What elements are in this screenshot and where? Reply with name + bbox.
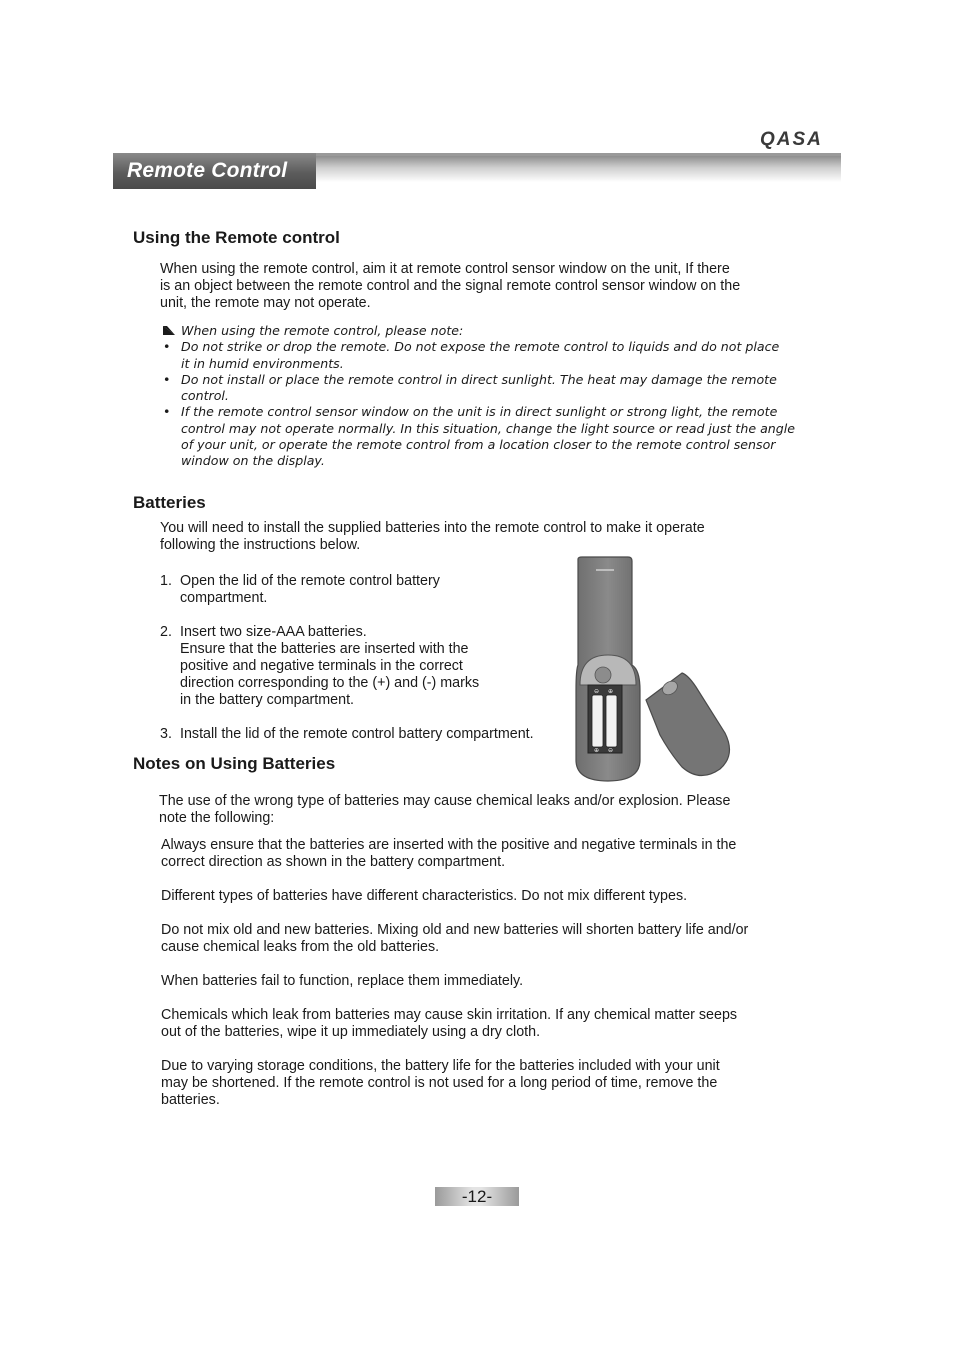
- svg-text:⊕: ⊕: [594, 747, 600, 754]
- text-line: When using the remote control, aim it at remote control sensor window on the unit, If there: [160, 261, 730, 277]
- note-item: [163, 339, 823, 372]
- step-item: [160, 726, 560, 743]
- text-line: Ensure that the batteries are inserted with the: [180, 641, 469, 657]
- text-line: positive and negative terminals in the correct: [180, 658, 463, 674]
- brand-logo: QASA: [760, 129, 823, 150]
- text-line: Insert two size-AAA batteries.: [180, 624, 367, 640]
- text-line: Open the lid of the remote control battery: [180, 573, 440, 589]
- svg-text:⊖: ⊖: [608, 747, 614, 754]
- text-line: may be shortened. If the remote control is not used for a long period of time, remove the: [161, 1075, 718, 1091]
- note-arrow-icon: [163, 323, 177, 335]
- text-line: control may not operate normally. In this situation, change the light source or read just the angle: [181, 420, 796, 436]
- note-item: [163, 372, 823, 405]
- note-paragraph: [161, 973, 841, 990]
- note-paragraph: [161, 922, 841, 956]
- bullet-icon: •: [163, 404, 171, 420]
- text-line: out of the batteries, wipe it up immediately using a dry cloth.: [161, 1024, 541, 1040]
- svg-text:⊖: ⊖: [594, 688, 600, 695]
- text-line: When batteries fail to function, replace them immediately.: [161, 973, 524, 989]
- text-line: direction corresponding to the (+) and (-) marks: [180, 675, 480, 691]
- heading-using-remote: Using the Remote control: [133, 228, 340, 247]
- text-line: Different types of batteries have different characteristics. Do not mix different types.: [161, 888, 688, 904]
- page-title: Remote Control: [127, 159, 288, 182]
- page-number: -12-: [461, 1187, 493, 1206]
- heading-batteries: Batteries: [133, 493, 206, 512]
- note-paragraph: [161, 1058, 841, 1109]
- page-number-bar: [435, 1187, 519, 1206]
- text-line: If the remote control sensor window on the unit is in direct sunlight or strong light, the remote: [181, 404, 778, 420]
- text-line: in the battery compartment.: [180, 692, 355, 708]
- text-line: compartment.: [180, 590, 268, 606]
- section-header-bar: [113, 153, 841, 189]
- notes-intro: [159, 793, 839, 827]
- using-remote-paragraph: [160, 261, 840, 312]
- battery-steps: [160, 573, 560, 743]
- text-line: Do not mix old and new batteries. Mixing old and new batteries will shorten battery life and/or: [161, 922, 749, 938]
- step-number: 3.: [160, 726, 172, 742]
- note-intro-text: When using the remote control, please note:: [181, 323, 464, 338]
- text-line: window on the display.: [181, 453, 325, 469]
- step-number: 2.: [160, 624, 172, 640]
- text-line: correct direction as shown in the battery compartment.: [161, 854, 506, 870]
- text-line: cause chemical leaks from the old batteries.: [161, 939, 440, 955]
- text-line: Always ensure that the batteries are inserted with the positive and negative terminals in the: [161, 837, 737, 853]
- step-number: 1.: [160, 573, 172, 589]
- text-line: is an object between the remote control and the signal remote control sensor window on the: [160, 278, 741, 294]
- text-line: The use of the wrong type of batteries may cause chemical leaks and/or explosion. Please: [159, 793, 731, 809]
- text-line: of your unit, or operate the remote control from a location closer to the remote control sensor: [181, 437, 776, 453]
- text-line: it in humid environments.: [181, 355, 344, 371]
- remote-battery-illustration: [570, 555, 735, 785]
- bullet-icon: •: [163, 371, 171, 387]
- text-line: Install the lid of the remote control battery compartment.: [180, 726, 534, 742]
- text-line: following the instructions below.: [160, 537, 361, 553]
- header-tab: [113, 153, 316, 189]
- note-paragraph: [161, 888, 841, 905]
- svg-text:⊕: ⊕: [608, 688, 614, 695]
- step-item: [160, 573, 560, 607]
- note-intro: [163, 323, 823, 339]
- text-line: Do not strike or drop the remote. Do not expose the remote control to liquids and do not place: [181, 339, 780, 355]
- heading-notes-batteries: Notes on Using Batteries: [133, 754, 336, 773]
- header-gradient: [316, 156, 841, 182]
- batteries-intro: [160, 520, 820, 554]
- note-paragraph: [161, 1007, 841, 1041]
- text-line: unit, the remote may not operate.: [160, 295, 371, 311]
- text-line: Do not install or place the remote control in direct sunlight. The heat may damage the remote: [181, 371, 777, 387]
- text-line: You will need to install the supplied batteries into the remote control to make it operate: [160, 520, 705, 536]
- note-paragraph: [161, 837, 841, 871]
- text-line: batteries.: [161, 1092, 220, 1108]
- remote-notes: [163, 323, 823, 470]
- text-line: note the following:: [159, 810, 275, 826]
- text-line: Due to varying storage conditions, the battery life for the batteries included with your unit: [161, 1058, 720, 1074]
- step-item: [160, 624, 560, 709]
- bullet-icon: •: [163, 339, 171, 355]
- text-line: control.: [181, 388, 229, 404]
- text-line: Chemicals which leak from batteries may cause skin irritation. If any chemical matter seeps: [161, 1007, 738, 1023]
- note-item: [163, 404, 823, 469]
